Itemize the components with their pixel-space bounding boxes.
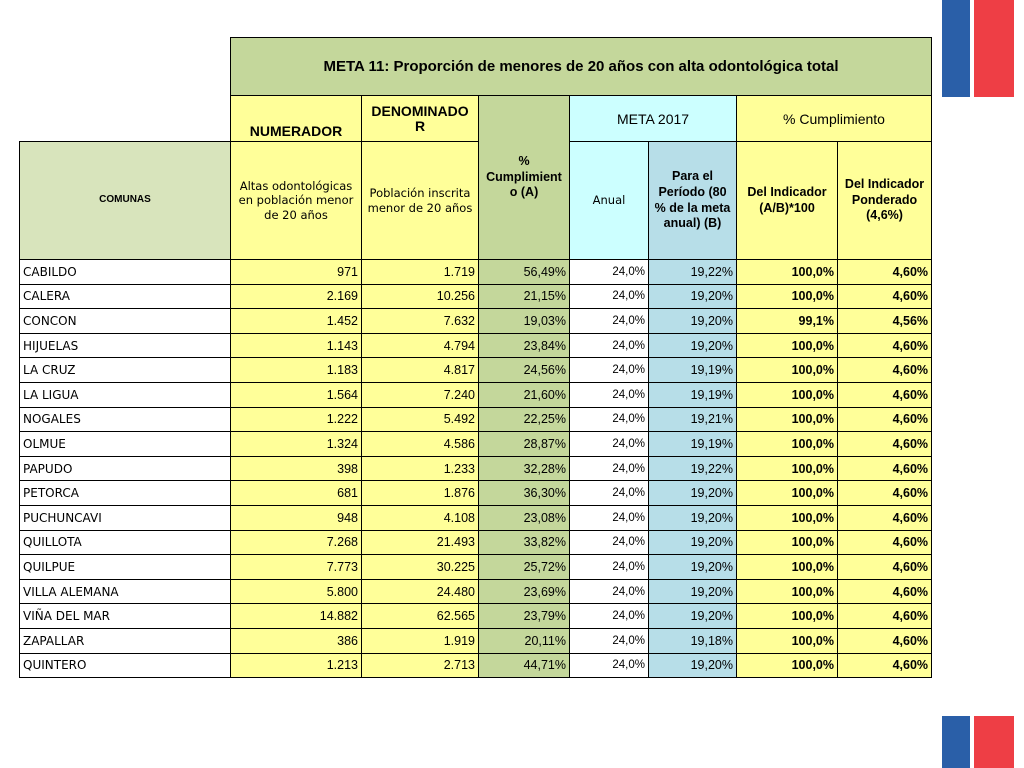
cell-pct-cumplimiento-a: 21,60% (479, 382, 570, 407)
cell-denominador: 4.108 (362, 505, 479, 530)
table-row (20, 407, 932, 432)
cell-periodo: 19,20% (649, 555, 737, 580)
cell-periodo: 19,19% (649, 358, 737, 383)
header-denominador: DENOMINADO R (362, 96, 479, 142)
cell-anual: 24,0% (570, 604, 649, 629)
cell-pct-cumplimiento-a: 56,49% (479, 260, 570, 285)
cell-anual: 24,0% (570, 456, 649, 481)
cell-periodo: 19,20% (649, 309, 737, 334)
cell-comuna: OLMUE (20, 432, 231, 457)
cell-comuna: PUCHUNCAVI (20, 505, 231, 530)
cell-anual: 24,0% (570, 260, 649, 285)
header-pct-cumplimiento-a: % Cumplimient o (A) (479, 96, 570, 260)
cell-anual: 24,0% (570, 653, 649, 678)
cell-ponderado: 4,60% (838, 579, 932, 604)
cell-anual: 24,0% (570, 309, 649, 334)
cell-pct-cumplimiento-a: 33,82% (479, 530, 570, 555)
cell-periodo: 19,19% (649, 382, 737, 407)
cell-ponderado: 4,60% (838, 604, 932, 629)
cell-comuna: LA CRUZ (20, 358, 231, 383)
meta-11-table (19, 37, 932, 678)
cell-anual: 24,0% (570, 358, 649, 383)
cell-denominador: 5.492 (362, 407, 479, 432)
cell-periodo: 19,19% (649, 432, 737, 457)
cell-ponderado: 4,60% (838, 530, 932, 555)
cell-ponderado: 4,56% (838, 309, 932, 334)
cell-pct-cumplimiento-a: 23,08% (479, 505, 570, 530)
cell-denominador: 7.632 (362, 309, 479, 334)
table-row (20, 555, 932, 580)
cell-ponderado: 4,60% (838, 382, 932, 407)
cell-del-indicador: 100,0% (737, 481, 838, 506)
cell-del-indicador: 100,0% (737, 407, 838, 432)
cell-anual: 24,0% (570, 530, 649, 555)
cell-pct-cumplimiento-a: 19,03% (479, 309, 570, 334)
cell-del-indicador: 100,0% (737, 653, 838, 678)
table-row (20, 432, 932, 457)
cell-comuna: CABILDO (20, 260, 231, 285)
cell-numerador: 7.268 (231, 530, 362, 555)
cell-del-indicador: 99,1% (737, 309, 838, 334)
cell-numerador: 5.800 (231, 579, 362, 604)
table-row (20, 653, 932, 678)
cell-anual: 24,0% (570, 628, 649, 653)
cell-pct-cumplimiento-a: 36,30% (479, 481, 570, 506)
table-row (20, 579, 932, 604)
cell-numerador: 7.773 (231, 555, 362, 580)
header-meta-2017: META 2017 (570, 96, 737, 142)
cell-del-indicador: 100,0% (737, 432, 838, 457)
cell-pct-cumplimiento-a: 23,69% (479, 579, 570, 604)
cell-ponderado: 4,60% (838, 358, 932, 383)
cell-del-indicador: 100,0% (737, 604, 838, 629)
cell-anual: 24,0% (570, 481, 649, 506)
empty-corner (20, 38, 231, 96)
cell-anual: 24,0% (570, 407, 649, 432)
cell-comuna: NOGALES (20, 407, 231, 432)
table-title: META 11: Proporción de menores de 20 años con alta odontológica total (231, 38, 932, 96)
cell-pct-cumplimiento-a: 25,72% (479, 555, 570, 580)
header-comunas: COMUNAS (20, 142, 231, 260)
table-row (20, 382, 932, 407)
cell-del-indicador: 100,0% (737, 505, 838, 530)
cell-pct-cumplimiento-a: 22,25% (479, 407, 570, 432)
cell-ponderado: 4,60% (838, 284, 932, 309)
cell-periodo: 19,21% (649, 407, 737, 432)
cell-pct-cumplimiento-a: 20,11% (479, 628, 570, 653)
cell-del-indicador: 100,0% (737, 530, 838, 555)
table-row (20, 333, 932, 358)
header-del-indicador: Del Indicador (A/B)*100 (737, 142, 838, 260)
cell-comuna: VIÑA DEL MAR (20, 604, 231, 629)
chile-flag-decoration-bottom (942, 716, 1014, 768)
table-row (20, 358, 932, 383)
cell-comuna: HIJUELAS (20, 333, 231, 358)
cell-comuna: CONCON (20, 309, 231, 334)
cell-del-indicador: 100,0% (737, 456, 838, 481)
cell-anual: 24,0% (570, 382, 649, 407)
cell-comuna: QUILPUE (20, 555, 231, 580)
empty-corner-2 (20, 96, 231, 142)
cell-pct-cumplimiento-a: 21,15% (479, 284, 570, 309)
cell-del-indicador: 100,0% (737, 260, 838, 285)
table-row (20, 481, 932, 506)
cell-denominador: 1.233 (362, 456, 479, 481)
cell-numerador: 1.452 (231, 309, 362, 334)
cell-numerador: 1.183 (231, 358, 362, 383)
cell-denominador: 4.794 (362, 333, 479, 358)
cell-comuna: ZAPALLAR (20, 628, 231, 653)
cell-anual: 24,0% (570, 555, 649, 580)
cell-pct-cumplimiento-a: 32,28% (479, 456, 570, 481)
cell-ponderado: 4,60% (838, 432, 932, 457)
cell-comuna: CALERA (20, 284, 231, 309)
cell-denominador: 30.225 (362, 555, 479, 580)
header-anual: Anual (570, 142, 649, 260)
cell-periodo: 19,20% (649, 333, 737, 358)
cell-pct-cumplimiento-a: 24,56% (479, 358, 570, 383)
header-altas: Altas odontológicas en población menor de 20 años (231, 142, 362, 260)
cell-periodo: 19,20% (649, 653, 737, 678)
cell-numerador: 1.324 (231, 432, 362, 457)
header-poblacion: Población inscrita menor de 20 años (362, 142, 479, 260)
cell-pct-cumplimiento-a: 23,79% (479, 604, 570, 629)
cell-ponderado: 4,60% (838, 260, 932, 285)
cell-periodo: 19,20% (649, 604, 737, 629)
cell-comuna: PETORCA (20, 481, 231, 506)
cell-numerador: 2.169 (231, 284, 362, 309)
cell-periodo: 19,22% (649, 456, 737, 481)
cell-numerador: 1.143 (231, 333, 362, 358)
cell-denominador: 62.565 (362, 604, 479, 629)
cell-denominador: 1.919 (362, 628, 479, 653)
cell-numerador: 14.882 (231, 604, 362, 629)
header-ponderado: Del Indicador Ponderado (4,6%) (838, 142, 932, 260)
cell-ponderado: 4,60% (838, 555, 932, 580)
cell-anual: 24,0% (570, 505, 649, 530)
cell-denominador: 1.876 (362, 481, 479, 506)
table-row (20, 604, 932, 629)
cell-ponderado: 4,60% (838, 333, 932, 358)
header-numerador: NUMERADOR (231, 96, 362, 142)
cell-ponderado: 4,60% (838, 407, 932, 432)
cell-pct-cumplimiento-a: 23,84% (479, 333, 570, 358)
cell-periodo: 19,20% (649, 505, 737, 530)
cell-denominador: 21.493 (362, 530, 479, 555)
cell-del-indicador: 100,0% (737, 333, 838, 358)
cell-del-indicador: 100,0% (737, 284, 838, 309)
cell-numerador: 971 (231, 260, 362, 285)
cell-denominador: 1.719 (362, 260, 479, 285)
cell-pct-cumplimiento-a: 44,71% (479, 653, 570, 678)
cell-periodo: 19,20% (649, 579, 737, 604)
cell-numerador: 1.222 (231, 407, 362, 432)
cell-numerador: 398 (231, 456, 362, 481)
table-row (20, 530, 932, 555)
table-row (20, 284, 932, 309)
cell-numerador: 1.564 (231, 382, 362, 407)
cell-del-indicador: 100,0% (737, 382, 838, 407)
table-row (20, 628, 932, 653)
cell-comuna: VILLA ALEMANA (20, 579, 231, 604)
header-pct-cumplimiento: % Cumplimiento (737, 96, 932, 142)
cell-anual: 24,0% (570, 333, 649, 358)
cell-denominador: 4.586 (362, 432, 479, 457)
cell-anual: 24,0% (570, 284, 649, 309)
cell-ponderado: 4,60% (838, 505, 932, 530)
cell-del-indicador: 100,0% (737, 358, 838, 383)
table-row (20, 505, 932, 530)
cell-del-indicador: 100,0% (737, 555, 838, 580)
table-row (20, 309, 932, 334)
cell-numerador: 948 (231, 505, 362, 530)
cell-comuna: LA LIGUA (20, 382, 231, 407)
cell-pct-cumplimiento-a: 28,87% (479, 432, 570, 457)
table-row (20, 456, 932, 481)
table-row (20, 260, 932, 285)
cell-del-indicador: 100,0% (737, 628, 838, 653)
header-periodo: Para el Período (80 % de la meta anual) (B) (649, 142, 737, 260)
cell-ponderado: 4,60% (838, 653, 932, 678)
cell-periodo: 19,20% (649, 481, 737, 506)
cell-periodo: 19,18% (649, 628, 737, 653)
cell-numerador: 386 (231, 628, 362, 653)
cell-periodo: 19,20% (649, 284, 737, 309)
cell-numerador: 1.213 (231, 653, 362, 678)
cell-ponderado: 4,60% (838, 481, 932, 506)
cell-denominador: 4.817 (362, 358, 479, 383)
cell-anual: 24,0% (570, 432, 649, 457)
cell-denominador: 2.713 (362, 653, 479, 678)
cell-comuna: QUINTERO (20, 653, 231, 678)
cell-comuna: PAPUDO (20, 456, 231, 481)
cell-denominador: 24.480 (362, 579, 479, 604)
cell-ponderado: 4,60% (838, 628, 932, 653)
cell-numerador: 681 (231, 481, 362, 506)
cell-comuna: QUILLOTA (20, 530, 231, 555)
cell-del-indicador: 100,0% (737, 579, 838, 604)
cell-denominador: 7.240 (362, 382, 479, 407)
cell-periodo: 19,22% (649, 260, 737, 285)
cell-ponderado: 4,60% (838, 456, 932, 481)
cell-denominador: 10.256 (362, 284, 479, 309)
chile-flag-decoration-top (942, 0, 1014, 97)
cell-anual: 24,0% (570, 579, 649, 604)
cell-periodo: 19,20% (649, 530, 737, 555)
